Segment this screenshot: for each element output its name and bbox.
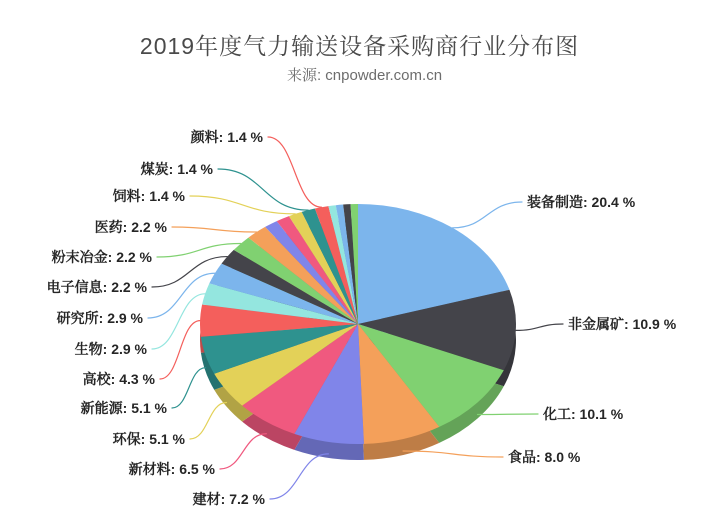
label-connector-18 [268, 137, 322, 207]
label-connector-16 [190, 196, 295, 214]
slice-label-5: 新材料: 6.5 % [128, 461, 215, 477]
label-connector-7 [172, 368, 206, 408]
label-connector-2 [477, 414, 538, 415]
slice-label-3: 食品: 8.0 % [508, 449, 581, 465]
slice-label-12: 粉末冶金: 2.2 % [51, 249, 152, 265]
chart-subtitle: 来源: cnpowder.com.cn [286, 67, 443, 84]
label-connector-13 [172, 227, 257, 232]
slice-label-8: 高校: 4.3 % [82, 371, 155, 387]
slice-label-9: 生物: 2.9 % [74, 341, 147, 357]
label-connector-6 [190, 403, 226, 439]
label-connector-4 [270, 454, 328, 499]
slice-label-6: 环保: 5.1 % [112, 431, 185, 447]
label-connector-8 [160, 321, 200, 379]
slice-label-4: 建材: 7.2 % [192, 491, 265, 507]
slice-label-18: 颜料: 1.4 % [190, 129, 263, 145]
label-connector-1 [516, 324, 563, 330]
label-connector-0 [452, 202, 522, 228]
slice-label-1: 非金属矿: 10.9 % [568, 316, 677, 332]
label-connector-3 [403, 451, 503, 457]
slice-label-0: 装备制造: 20.4 % [527, 194, 636, 210]
slice-label-10: 研究所: 2.9 % [56, 310, 143, 326]
slice-label-16: 饲料: 1.4 % [112, 188, 185, 204]
slice-label-17: 煤炭: 1.4 % [140, 161, 213, 177]
label-connector-17 [218, 169, 308, 210]
label-connector-5 [220, 434, 266, 469]
chart-title: 2019年度气力输送设备采购商行业分布图 [139, 33, 580, 59]
slice-label-2: 化工: 10.1 % [543, 406, 624, 422]
slice-label-7: 新能源: 5.1 % [80, 400, 167, 416]
slice-label-13: 医药: 2.2 % [94, 219, 167, 235]
slice-label-11: 电子信息: 2.2 % [46, 279, 147, 295]
label-connector-12 [157, 244, 241, 257]
